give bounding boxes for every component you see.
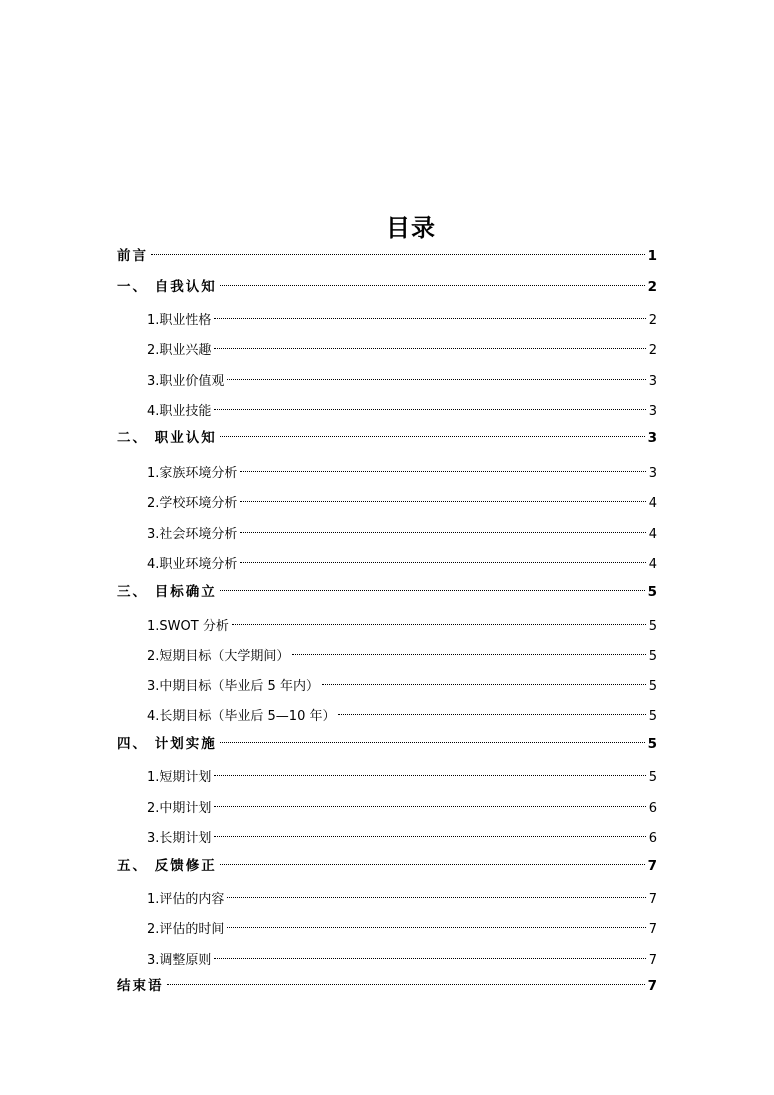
toc-dot-leader (227, 897, 645, 898)
toc-dot-leader (220, 742, 645, 743)
toc-page-number: 6 (648, 831, 657, 846)
toc-entry-label: 4.职业技能 (147, 404, 212, 419)
toc-page-number: 5 (647, 584, 657, 600)
toc-chapter-entry[interactable] (117, 855, 657, 877)
toc-dot-leader (220, 285, 645, 286)
toc-page-number: 4 (648, 527, 657, 542)
toc-entry-label: 五、 反馈修正 (117, 858, 217, 874)
toc-dot-leader (214, 348, 645, 349)
toc-section-entry[interactable] (117, 889, 657, 911)
toc-dot-leader (220, 590, 645, 591)
toc-entry-label: 2.评估的时间 (147, 922, 225, 937)
toc-page-number: 2 (647, 279, 657, 295)
toc-entry-label: 三、 目标确立 (117, 584, 217, 600)
toc-page-number: 7 (648, 922, 657, 937)
toc-dot-leader (338, 714, 645, 715)
toc-chapter-entry[interactable] (117, 581, 657, 603)
toc-dot-leader (322, 684, 646, 685)
toc-section-entry[interactable] (117, 706, 657, 728)
toc-entry-label: 1.评估的内容 (147, 892, 225, 907)
toc-entry-label: 1.SWOT 分析 (147, 619, 229, 634)
toc-dot-leader (214, 958, 645, 959)
toc-section-entry[interactable] (117, 340, 657, 362)
toc-dot-leader (240, 501, 645, 502)
toc-page-number: 5 (648, 649, 657, 664)
toc-dot-leader (167, 984, 645, 985)
toc-page-number: 7 (648, 953, 657, 968)
toc-section-entry[interactable] (117, 767, 657, 789)
toc-chapter-entry[interactable] (117, 427, 657, 449)
toc-page-number: 5 (648, 709, 657, 724)
toc-entry-label: 二、 职业认知 (117, 430, 217, 446)
toc-section-entry[interactable] (117, 401, 657, 423)
toc-entry-label: 四、 计划实施 (117, 736, 217, 752)
toc-section-entry[interactable] (117, 919, 657, 941)
toc-dot-leader (214, 806, 645, 807)
toc-section-entry[interactable] (117, 463, 657, 485)
toc-entry-label: 2.学校环境分析 (147, 496, 238, 511)
toc-dot-leader (214, 775, 645, 776)
toc-dot-leader (214, 409, 645, 410)
toc-entry-label: 2.职业兴趣 (147, 343, 212, 358)
toc-entry-label: 3.长期计划 (147, 831, 212, 846)
toc-dot-leader (220, 436, 645, 437)
toc-section-entry[interactable] (117, 310, 657, 332)
toc-page-number: 2 (648, 343, 657, 358)
toc-page-number: 3 (648, 374, 657, 389)
toc-page-number: 7 (647, 978, 657, 994)
toc-section-entry[interactable] (117, 950, 657, 972)
toc-entry-label: 1.家族环境分析 (147, 466, 238, 481)
toc-dot-leader (220, 864, 645, 865)
toc-entry-label: 前言 (117, 248, 148, 264)
toc-entry-label: 4.职业环境分析 (147, 557, 238, 572)
toc-dot-leader (227, 927, 645, 928)
toc-entry-label: 1.职业性格 (147, 313, 212, 328)
toc-dot-leader (292, 654, 645, 655)
toc-section-entry[interactable] (117, 798, 657, 820)
toc-page-number: 3 (648, 404, 657, 419)
toc-entry-label: 3.社会环境分析 (147, 527, 238, 542)
toc-dot-leader (232, 624, 646, 625)
toc-entry-label: 1.短期计划 (147, 770, 212, 785)
toc-dot-leader (227, 379, 645, 380)
toc-section-entry[interactable] (117, 828, 657, 850)
toc-section-entry[interactable] (117, 616, 657, 638)
toc-section-entry[interactable] (117, 371, 657, 393)
toc-dot-leader (240, 471, 645, 472)
toc-entry-label: 一、 自我认知 (117, 279, 217, 295)
toc-entry-label: 2.短期目标（大学期间） (147, 649, 290, 664)
toc-entry-label: 3.调整原则 (147, 953, 212, 968)
toc-section-entry[interactable] (117, 524, 657, 546)
toc-dot-leader (214, 836, 645, 837)
toc-page-number: 5 (648, 770, 657, 785)
toc-page-number: 7 (648, 892, 657, 907)
toc-chapter-entry[interactable] (117, 733, 657, 755)
toc-section-entry[interactable] (117, 676, 657, 698)
toc-page-number: 4 (648, 557, 657, 572)
page-title: 目录 (386, 214, 436, 242)
toc-page-number: 5 (647, 736, 657, 752)
toc-page-number: 1 (647, 248, 657, 264)
toc-section-entry[interactable] (117, 493, 657, 515)
toc-dot-leader (151, 254, 645, 255)
toc-entry-label: 2.中期计划 (147, 801, 212, 816)
toc-page-number: 6 (648, 801, 657, 816)
toc-page-number: 3 (647, 430, 657, 446)
toc-entry-label: 4.长期目标（毕业后 5—10 年） (147, 709, 336, 724)
toc-dot-leader (214, 318, 645, 319)
toc-page-number: 7 (647, 858, 657, 874)
toc-entry-label: 3.职业价值观 (147, 374, 225, 389)
toc-page-number: 4 (648, 496, 657, 511)
toc-dot-leader (240, 532, 645, 533)
toc-page-number: 5 (648, 679, 657, 694)
toc-dot-leader (240, 562, 645, 563)
toc-page-number: 2 (648, 313, 657, 328)
toc-page-number: 5 (648, 619, 657, 634)
toc-page-number: 3 (648, 466, 657, 481)
toc-chapter-entry[interactable] (117, 245, 657, 267)
toc-section-entry[interactable] (117, 646, 657, 668)
toc-chapter-entry[interactable] (117, 276, 657, 298)
toc-entry-label: 3.中期目标（毕业后 5 年内） (147, 679, 319, 694)
toc-chapter-entry[interactable] (117, 975, 657, 997)
toc-entry-label: 结束语 (117, 978, 164, 994)
toc-section-entry[interactable] (117, 554, 657, 576)
